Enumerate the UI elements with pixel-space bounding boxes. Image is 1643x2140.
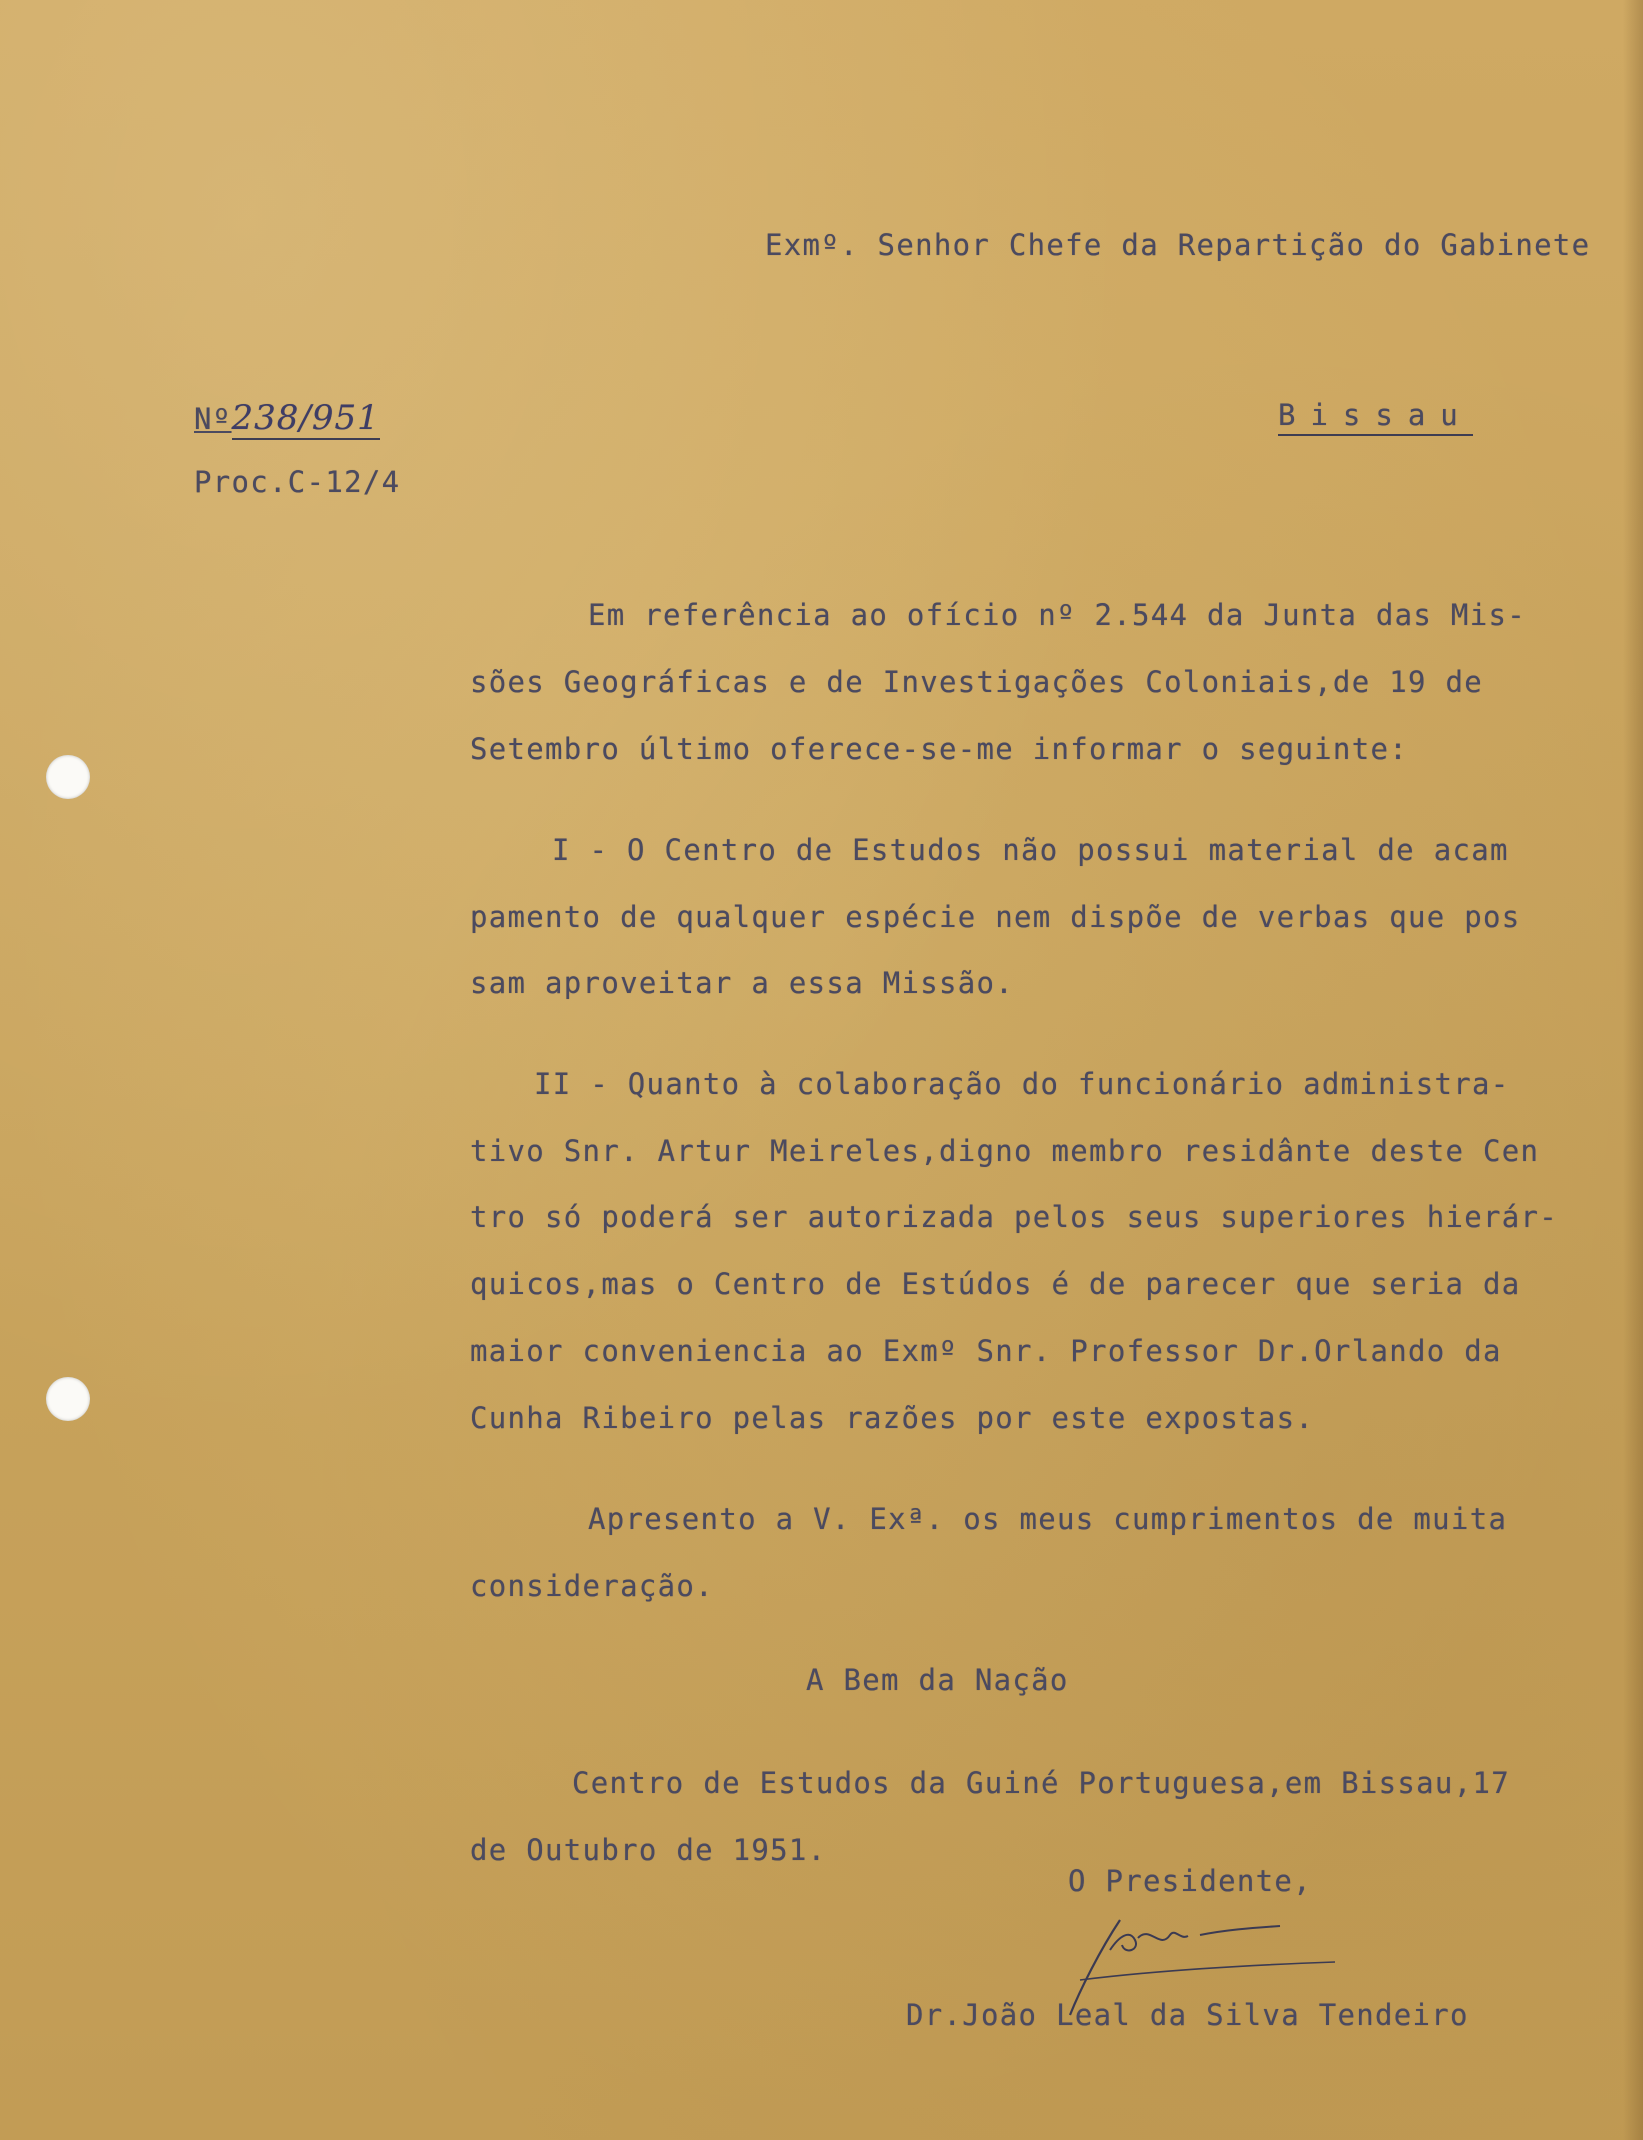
paragraph-3-line-1: II - Quanto à colaboração do funcionário administra- bbox=[534, 1067, 1510, 1101]
reference-number-handwritten: 238/951 bbox=[231, 398, 380, 438]
paragraph-1-line-1: Em referência ao ofício nº 2.544 da Junta das Mis- bbox=[588, 598, 1526, 632]
paragraph-4-line-1: Apresento a V. Exª. os meus cumprimentos de muita bbox=[588, 1502, 1508, 1536]
paragraph-4-line-2: consideração. bbox=[470, 1569, 714, 1603]
paragraph-3-line-4: quicos,mas o Centro de Estúdos é de parecer que seria da bbox=[470, 1267, 1521, 1301]
paragraph-2-line-2: pamento de qualquer espécie nem dispõe de verbas que pos bbox=[470, 900, 1521, 934]
punch-hole-top bbox=[46, 755, 90, 799]
paragraph-2-line-1: I - O Centro de Estudos não possui material de acam bbox=[552, 833, 1509, 867]
signoff: O Presidente, bbox=[1068, 1864, 1312, 1898]
paragraph-1-line-3: Setembro último oferece-se-me informar o seguinte: bbox=[470, 732, 1408, 766]
paragraph-1-line-2: sões Geográficas e de Investigações Coloniais,de 19 de bbox=[470, 665, 1484, 699]
paragraph-2-line-3: sam aproveitar a essa Missão. bbox=[470, 966, 1015, 1000]
paragraph-3-line-6: Cunha Ribeiro pelas razões por este expostas. bbox=[470, 1401, 1315, 1435]
reference-prefix: Nº bbox=[194, 402, 232, 436]
paragraph-3-line-5: maior conveniencia ao Exmº Snr. Professor Dr.Orlando da bbox=[470, 1334, 1502, 1368]
addressee-line: Exmº. Senhor Chefe da Repartição do Gabinete bbox=[765, 228, 1591, 262]
punch-hole-bottom bbox=[46, 1377, 90, 1421]
reference-number bbox=[194, 398, 380, 438]
place-date-line-2: de Outubro de 1951. bbox=[470, 1833, 827, 1867]
paragraph-3-line-2: tivo Snr. Artur Meireles,digno membro residânte deste Cen bbox=[470, 1134, 1540, 1168]
process-number: Proc.C-12/4 bbox=[194, 465, 401, 499]
closing-formula: A Bem da Nação bbox=[806, 1663, 1069, 1697]
paragraph-3-line-3: tro só poderá ser autorizada pelos seus superiores hierár- bbox=[470, 1200, 1559, 1234]
addressee-city: Bissau bbox=[1278, 398, 1473, 436]
paper-edge-shadow bbox=[1623, 0, 1643, 2140]
signatory-name: Dr.João Leal da Silva Tendeiro bbox=[906, 1998, 1469, 2032]
place-date-line-1: Centro de Estudos da Guiné Portuguesa,em Bissau,17 bbox=[572, 1766, 1510, 1800]
